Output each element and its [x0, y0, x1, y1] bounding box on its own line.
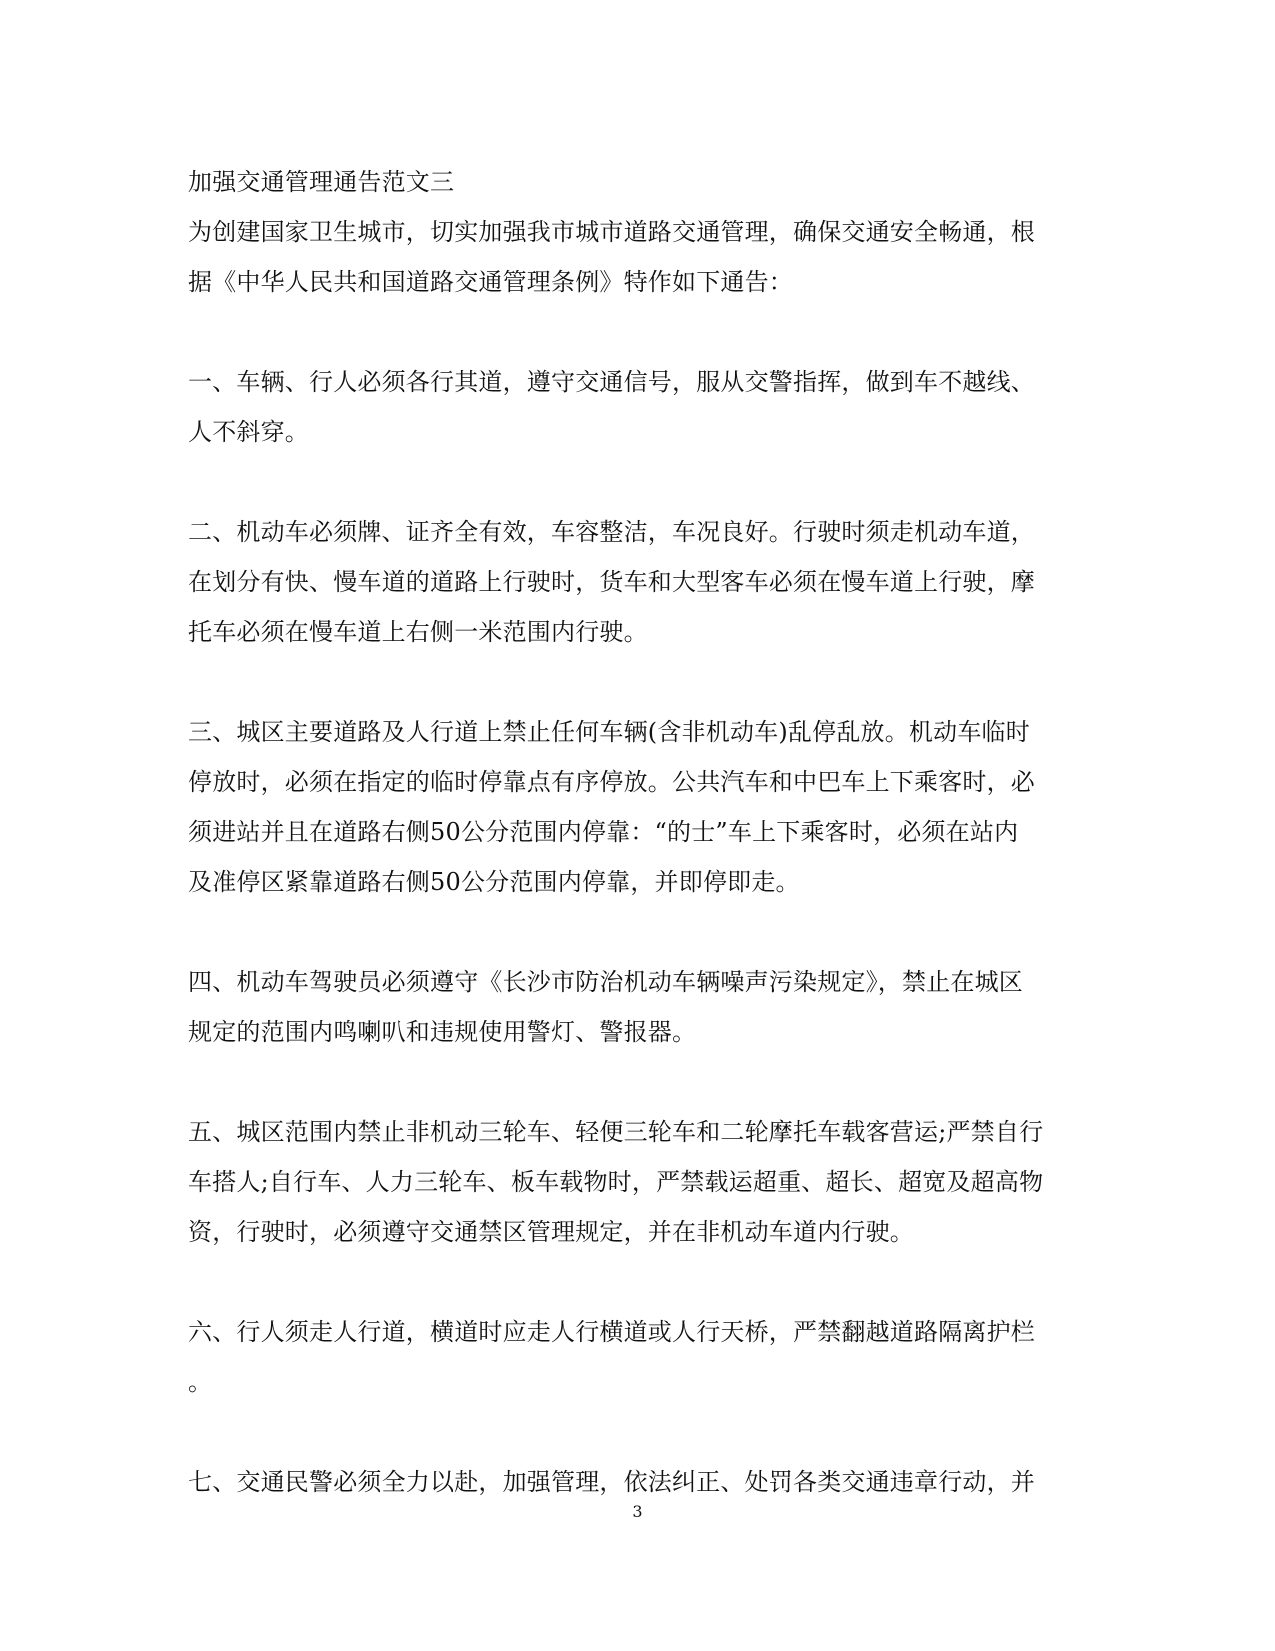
item-2-line: 托车必须在慢车道上右侧一米范围内行驶。 [188, 618, 648, 646]
item-1-paragraph [188, 357, 1088, 457]
intro-paragraph [188, 207, 1088, 307]
item-5-line: 资，行驶时，必须遵守交通禁区管理规定，并在非机动车道内行驶。 [188, 1218, 914, 1246]
document-body [188, 157, 1088, 1507]
item-3-paragraph [188, 707, 1088, 907]
item-2-line: 在划分有快、慢车道的道路上行驶时，货车和大型客车必须在慢车道上行驶，摩 [188, 568, 1035, 596]
item-3-line: 须进站并且在道路右侧50公分范围内停靠：“的士”车上下乘客时，必须在站内 [188, 818, 1019, 846]
paragraph-gap [188, 1057, 1088, 1107]
paragraph-gap [188, 907, 1088, 957]
item-3-line: 及准停区紧靠道路右侧50公分范围内停靠，并即停即走。 [188, 868, 800, 896]
item-7-line: 七、交通民警必须全力以赴，加强管理，依法纠正、处罚各类交通违章行动，并 [188, 1468, 1035, 1496]
item-5-paragraph [188, 1107, 1088, 1257]
item-1-line: 一、车辆、行人必须各行其道，遵守交通信号，服从交警指挥，做到车不越线、 [188, 368, 1035, 396]
intro-line: 为创建国家卫生城市，切实加强我市城市道路交通管理，确保交通安全畅通，根 [188, 218, 1035, 246]
paragraph-gap [188, 457, 1088, 507]
paragraph-gap [188, 1407, 1088, 1457]
paragraph-gap [188, 307, 1088, 357]
item-3-line: 三、城区主要道路及人行道上禁止任何车辆(含非机动车)乱停乱放。机动车临时 [188, 718, 1030, 746]
document-title: 加强交通管理通告范文三 [188, 168, 455, 196]
paragraph-gap [188, 657, 1088, 707]
item-5-line: 车搭人;自行车、人力三轮车、板车载物时，严禁载运超重、超长、超宽及超高物 [188, 1168, 1044, 1196]
item-6-line: 。 [188, 1368, 213, 1396]
item-7-paragraph [188, 1457, 1088, 1507]
item-1-line: 人不斜穿。 [188, 418, 309, 446]
item-6-paragraph [188, 1307, 1088, 1407]
item-2-line: 二、机动车必须牌、证齐全有效，车容整洁，车况良好。行驶时须走机动车道， [188, 518, 1035, 546]
item-3-line: 停放时，必须在指定的临时停靠点有序停放。公共汽车和中巴车上下乘客时，必 [188, 768, 1035, 796]
item-5-line: 五、城区范围内禁止非机动三轮车、轻便三轮车和二轮摩托车载客营运;严禁自行 [188, 1118, 1044, 1146]
intro-line: 据《中华人民共和国道路交通管理条例》特作如下通告： [188, 268, 793, 296]
item-4-paragraph [188, 957, 1088, 1057]
item-6-line: 六、行人须走人行道，横道时应走人行横道或人行天桥，严禁翻越道路隔离护栏 [188, 1318, 1035, 1346]
page-number: 3 [632, 1502, 643, 1521]
paragraph-gap [188, 1257, 1088, 1307]
item-4-line: 规定的范围内鸣喇叭和违规使用警灯、警报器。 [188, 1018, 697, 1046]
item-4-line: 四、机动车驾驶员必须遵守《长沙市防治机动车辆噪声污染规定》，禁止在城区 [188, 968, 1023, 996]
item-2-paragraph [188, 507, 1088, 657]
